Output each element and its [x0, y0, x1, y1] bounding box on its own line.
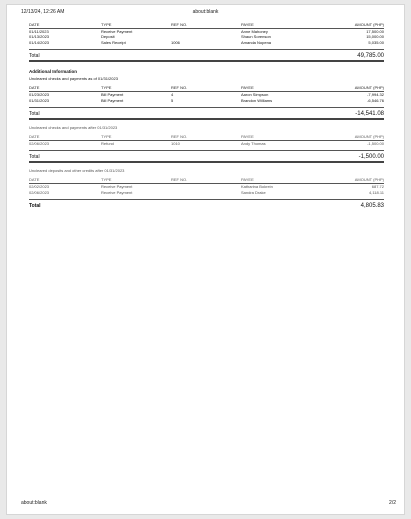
footer-url: about:blank — [21, 500, 47, 506]
table-header — [29, 85, 384, 91]
cell-amount: -1,500.00 — [367, 140, 384, 146]
section-subtitle: Uncleared checks and payments as of 01/31/2023 — [29, 76, 118, 82]
cell-date: 02/02/2023 — [29, 183, 50, 189]
cell-type: Deposit — [101, 34, 115, 40]
col-date: DATE — [29, 22, 40, 27]
cell-amount: 4,118.11 — [369, 189, 384, 195]
total-label: Total — [29, 111, 40, 118]
section-title: Additional Information — [29, 69, 77, 75]
col-amount: AMOUNT (PHP) — [354, 22, 384, 27]
cell-type: Receive Payment — [101, 183, 133, 189]
cell-amount: -6,546.76 — [367, 97, 384, 103]
cell-amount: 17,500.00 — [366, 28, 384, 34]
col-amount: AMOUNT (PHP) — [354, 134, 384, 140]
col-type: TYPE — [101, 134, 112, 140]
table-header — [29, 22, 384, 28]
col-date: DATE — [29, 177, 40, 183]
section-subtitle: Uncleared checks and payments after 01/31/2023 — [29, 125, 118, 131]
cell-payee: Brandon Williams — [241, 97, 273, 103]
section-subtitle: Uncleared deposits and other credits after 01/31/2023 — [29, 168, 125, 174]
cell-amount: -7,994.32 — [367, 91, 384, 97]
col-payee: PAYEE — [241, 177, 254, 183]
cell-date: 01/13/2023 — [29, 34, 50, 40]
cell-payee: Katharina Bokrein — [241, 183, 273, 189]
cell-date: 01/11/2023 — [29, 28, 49, 34]
cell-ref: 1006 — [171, 39, 180, 45]
table-header — [29, 134, 384, 140]
col-type: TYPE — [101, 177, 112, 183]
print-page — [6, 4, 405, 515]
total-row — [29, 153, 384, 161]
total-row — [29, 110, 384, 118]
table-row — [29, 141, 384, 147]
cell-date: 01/14/2023 — [29, 39, 50, 45]
total-value: 49,785.00 — [357, 53, 384, 60]
cell-type: Receive Payment — [101, 189, 133, 195]
divider — [29, 107, 384, 108]
col-ref: REF NO. — [171, 134, 188, 140]
table-body — [29, 29, 384, 46]
cell-date: 02/06/2023 — [29, 189, 50, 195]
col-payee: PAYEE — [241, 134, 254, 140]
cell-payee: Amanda Nopena — [241, 39, 272, 45]
table-row — [29, 40, 384, 46]
cell-date: 02/06/2023 — [29, 140, 50, 146]
cell-payee: Anne Mahoney — [241, 28, 268, 34]
col-payee: PAYEE — [241, 22, 254, 27]
col-date: DATE — [29, 85, 40, 91]
cell-type: Bill Payment — [101, 97, 124, 103]
divider — [29, 199, 384, 200]
cell-type: Bill Payment — [101, 91, 124, 97]
col-date: DATE — [29, 134, 40, 140]
cell-amount: 687.72 — [371, 183, 384, 189]
divider — [29, 49, 384, 50]
cell-payee: Shaun Sorenson — [241, 34, 271, 40]
table-row — [29, 98, 384, 104]
cell-payee: Andy Thomas — [241, 140, 266, 146]
cell-date: 01/23/2023 — [29, 91, 50, 97]
divider — [29, 60, 384, 62]
col-type: TYPE — [101, 22, 112, 27]
table-header — [29, 177, 384, 183]
col-ref: REF NO. — [171, 22, 188, 27]
cell-date: 01/31/2023 — [29, 97, 50, 103]
total-label: Total — [29, 203, 41, 210]
cell-type: Sales Receipt — [101, 39, 126, 45]
col-amount: AMOUNT (PHP) — [354, 85, 384, 91]
cell-type: Refund — [101, 140, 114, 146]
total-value: -1,500.00 — [358, 154, 384, 161]
cell-ref: 4 — [171, 91, 174, 97]
col-payee: PAYEE — [241, 85, 254, 91]
divider — [29, 150, 384, 151]
print-url: about:blank — [192, 9, 219, 15]
cell-ref: 1010 — [171, 140, 180, 146]
divider — [29, 118, 384, 120]
cell-type: Receive Payment — [101, 28, 133, 34]
cell-ref — [171, 190, 241, 196]
cell-payee: Sandra Drake — [241, 189, 266, 195]
print-datetime: 12/13/24, 12:26 AM — [21, 9, 65, 15]
col-type: TYPE — [101, 85, 112, 91]
total-label: Total — [29, 154, 40, 161]
report-content — [29, 22, 384, 210]
col-amount: AMOUNT (PHP) — [354, 177, 384, 183]
total-row — [29, 52, 384, 60]
col-ref: REF NO. — [171, 85, 188, 91]
cell-ref: 5 — [171, 97, 174, 103]
total-label: Total — [29, 53, 40, 60]
cell-amount: 15,000.00 — [366, 34, 384, 40]
cell-amount: 5,035.00 — [368, 39, 384, 45]
page-number: 2/2 — [389, 500, 396, 506]
divider — [29, 161, 384, 163]
total-row — [29, 202, 384, 210]
total-value: -14,541.08 — [355, 111, 384, 118]
total-value: 4,805.83 — [360, 203, 384, 210]
cell-payee: Aaron Simpson — [241, 91, 269, 97]
table-row — [29, 190, 384, 196]
col-ref: REF NO. — [171, 177, 188, 183]
